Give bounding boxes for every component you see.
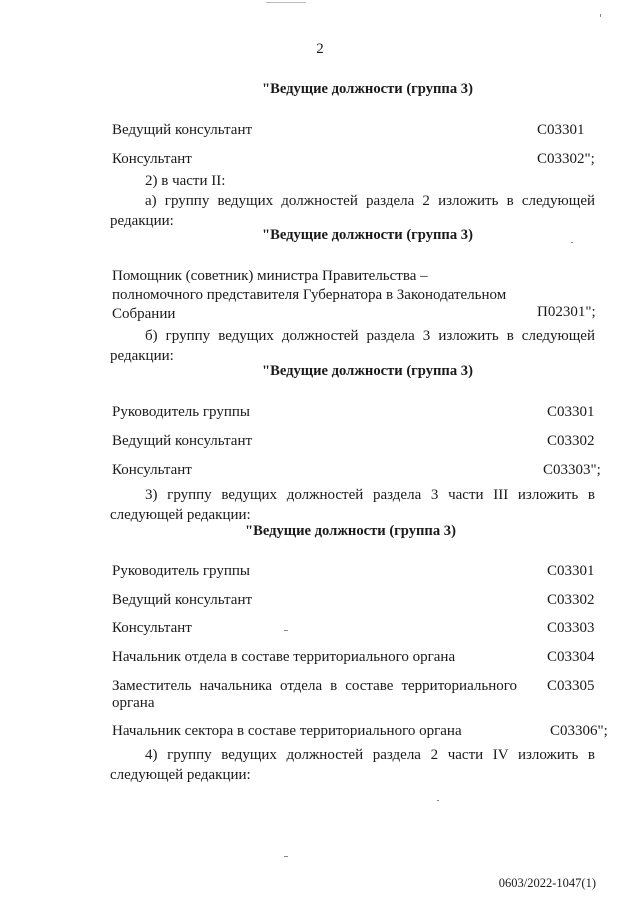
position-title-multiline (112, 678, 517, 712)
position-title: Начальник отдела в составе территориального органа (112, 649, 456, 665)
position-code: С03302 (547, 433, 595, 449)
paragraph-line: а) группу ведущих должностей раздела 2 изложить в следующей (145, 193, 595, 209)
position-title-line: Собрании (112, 306, 176, 322)
paragraph-4 (110, 745, 595, 785)
scan-artifact (437, 800, 439, 801)
position-title-line: полномочного представителя Губернатора в Законодательном (112, 287, 507, 303)
paragraph-line: б) группу ведущих должностей раздела 3 изложить в следующей (145, 328, 595, 344)
scan-artifact (266, 2, 306, 3)
paragraph-2: 2) в части II: (145, 173, 226, 189)
section-heading-2: "Ведущие должности (группа 3) (262, 227, 473, 243)
position-code: С03301 (537, 122, 585, 138)
position-title: Консультант (112, 462, 192, 478)
position-title-multiline (112, 267, 506, 324)
scan-artifact (284, 630, 288, 631)
position-code: С03302"; (537, 151, 595, 167)
position-code: С03303 (547, 620, 595, 636)
position-code: С03305 (547, 678, 595, 694)
position-code: С03304 (547, 649, 595, 665)
position-code: С03301 (547, 563, 595, 579)
paragraph-line: следующей редакции: (110, 767, 251, 783)
position-title: Ведущий консультант (112, 433, 253, 449)
scan-artifact (571, 242, 573, 243)
position-title: Ведущий консультант (112, 592, 253, 608)
document-number: 0603/2022-1047(1) (498, 876, 596, 890)
position-code: С03306"; (550, 723, 608, 739)
scan-artifact (284, 856, 288, 857)
paragraph-3 (110, 485, 595, 525)
position-title: Консультант (112, 151, 192, 167)
section-heading-1: "Ведущие должности (группа 3) (262, 81, 473, 97)
position-code: С03301 (547, 404, 595, 420)
position-code: П02301"; (537, 304, 596, 320)
position-code: С03302 (547, 592, 595, 608)
position-title: Начальник сектора в составе территориального органа (112, 723, 462, 739)
paragraph-2b (110, 326, 595, 366)
paragraph-line: 4) группу ведущих должностей раздела 2 части IV изложить в (145, 747, 595, 763)
position-title: Руководитель группы (112, 404, 250, 420)
section-heading-3: "Ведущие должности (группа 3) (262, 363, 473, 379)
paragraph-line: следующей редакции: (110, 507, 251, 523)
position-title-line: Заместитель начальника отдела в составе территориального (112, 678, 517, 694)
paragraph-2a (110, 191, 595, 231)
position-title-line: органа (112, 695, 155, 711)
position-title: Руководитель группы (112, 563, 250, 579)
position-title: Консультант (112, 620, 192, 636)
position-title-line: Помощник (советник) министра Правительства – (112, 268, 428, 284)
section-heading-4: "Ведущие должности (группа 3) (245, 523, 456, 539)
page-number: 2 (316, 41, 324, 57)
position-code: С03303"; (543, 462, 601, 478)
paragraph-line: редакции: (110, 213, 174, 229)
scan-artifact (600, 14, 601, 17)
paragraph-line: 3) группу ведущих должностей раздела 3 части III изложить в (145, 487, 595, 503)
paragraph-line: редакции: (110, 348, 174, 364)
position-title: Ведущий консультант (112, 122, 253, 138)
